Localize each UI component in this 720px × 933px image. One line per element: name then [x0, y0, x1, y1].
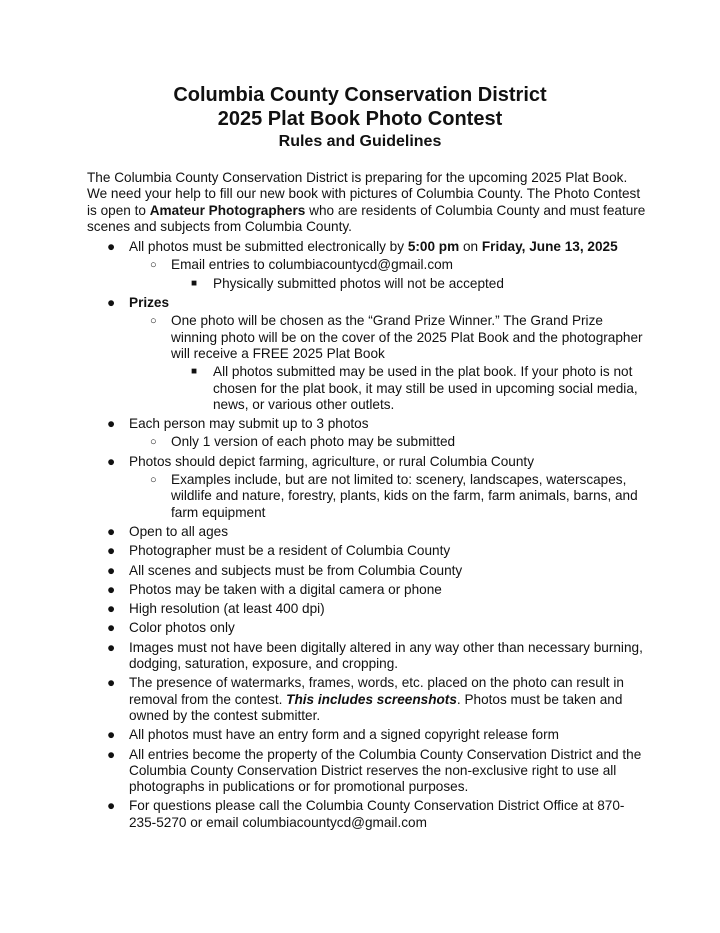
bullet-icon: ●: [107, 581, 116, 597]
bullet-icon: ●: [107, 746, 116, 762]
contest-title: 2025 Plat Book Photo Contest: [217, 108, 503, 130]
bullet-icon: ●: [107, 798, 116, 814]
list-item: [87, 620, 647, 636]
physical-note: Physically submitted photos will not be accepted: [213, 275, 504, 291]
watermarks-post: . Photos must be taken and owned by the contest submitter.: [129, 691, 623, 723]
examples-text: Examples include, but are not limited to: scenery, landscapes, waterscapes, wildlife and nature, forestry, plants, kids on the farm, farm animals, barns, and farm equipment: [171, 472, 638, 520]
list-item: [129, 472, 647, 521]
bullet-icon: ●: [107, 295, 116, 311]
document-title: Columbia County Conservation District: [173, 84, 547, 106]
entry-form-text: All photos must have an entry form and a signed copyright release form: [129, 727, 559, 743]
watermarks-text: The presence of watermarks, frames, words, etc. placed on the photo can result in removal from the contest.: [129, 675, 624, 707]
bullet-icon: ●: [107, 727, 116, 743]
list-item: [87, 601, 647, 617]
list-item: [87, 640, 647, 673]
bullet-icon: ●: [107, 601, 116, 617]
rules-list: [87, 239, 647, 831]
list-item: [87, 416, 647, 451]
list-item: [129, 313, 647, 413]
bullet-icon: ●: [107, 675, 116, 691]
deadline-date: Friday, June 13, 2025: [481, 239, 618, 255]
square-bullet-icon: ■: [191, 277, 198, 289]
bullet-icon: ●: [107, 639, 116, 655]
list-item: [87, 563, 647, 579]
bullet-icon: ●: [107, 239, 116, 255]
circle-bullet-icon: ○: [150, 259, 157, 272]
prizes-label: Prizes: [129, 295, 170, 311]
bullet-icon: ●: [107, 562, 116, 578]
submit-text: All photos must be submitted electronically by: [129, 239, 408, 255]
list-item: [129, 257, 647, 292]
screenshots-emphasis: This includes screenshots: [286, 691, 457, 707]
list-item: [87, 727, 647, 743]
circle-bullet-icon: ○: [150, 474, 157, 487]
bullet-icon: ●: [107, 523, 116, 539]
grand-prize-text: One photo will be chosen as the “Grand Prize Winner.” The Grand Prize winning photo will be on the cover of the 2025 Plat Book and the photographer will receive a FREE 2025 Plat Book: [171, 313, 643, 361]
ages-text: Open to all ages: [129, 523, 228, 539]
per-person-text: Each person may submit up to 3 photos: [129, 416, 369, 432]
bullet-icon: ●: [107, 543, 116, 559]
scenes-text: All scenes and subjects must be from Columbia County: [129, 562, 463, 578]
circle-bullet-icon: ○: [150, 315, 157, 328]
list-item: [87, 524, 647, 540]
intro-text-1: The Columbia County Conservation District is preparing for the upcoming 2025 Plat Book. We need your help to fill our new book with pictures of Columbia County. The Photo Contest is open to: [87, 170, 641, 218]
one-version-text: Only 1 version of each photo may be submitted: [171, 434, 456, 450]
color-text: Color photos only: [129, 620, 235, 636]
rules-subtitle: Rules and Guidelines: [278, 133, 442, 150]
property-text: All entries become the property of the Columbia County Conservation District and the Columbia County Conservation District reserves the non-exclusive right to use all photographs in publications or for promotional purposes.: [129, 746, 642, 795]
square-bullet-icon: ■: [191, 366, 198, 378]
bullet-icon: ●: [107, 620, 116, 636]
list-item: [87, 798, 647, 831]
altered-text: Images must not have been digitally altered in any way other than necessary burning, dodging, saturation, exposure, and cropping.: [129, 639, 643, 672]
list-item: [171, 364, 647, 413]
list-item: [87, 582, 647, 598]
submit-mid: on: [459, 239, 482, 255]
list-item: [87, 543, 647, 559]
depict-text: Photos should depict farming, agriculture, or rural Columbia County: [129, 453, 534, 469]
list-item: [87, 675, 647, 724]
list-item: [87, 747, 647, 796]
list-item: [87, 295, 647, 413]
intro-bold: Amateur Photographers: [149, 202, 306, 218]
resolution-text: High resolution (at least 400 dpi): [129, 601, 325, 617]
intro-paragraph: [87, 170, 647, 235]
email-entries: Email entries to columbiacountycd@gmail.com: [171, 257, 454, 273]
usage-text: All photos submitted may be used in the plat book. If your photo is not chosen for the plat book, it may still be used in upcoming social media, news, or various other outlets.: [213, 364, 638, 412]
list-item: [87, 239, 647, 292]
intro-text-2: who are residents of Columbia County and must feature scenes and subjects from Columbia County.: [87, 202, 646, 234]
document-body: [87, 170, 647, 834]
bullet-icon: ●: [107, 453, 116, 469]
list-item: [87, 454, 647, 521]
list-item: [171, 276, 647, 292]
deadline-time: 5:00 pm: [407, 239, 460, 255]
questions-text: For questions please call the Columbia County Conservation District Office at 870-235-5270 or email columbiacountycd@gmail.com: [129, 798, 625, 830]
resident-text: Photographer must be a resident of Columbia County: [129, 543, 451, 559]
list-item: [129, 434, 647, 450]
circle-bullet-icon: ○: [150, 436, 157, 449]
bullet-icon: ●: [107, 416, 116, 432]
camera-text: Photos may be taken with a digital camera or phone: [129, 581, 442, 597]
